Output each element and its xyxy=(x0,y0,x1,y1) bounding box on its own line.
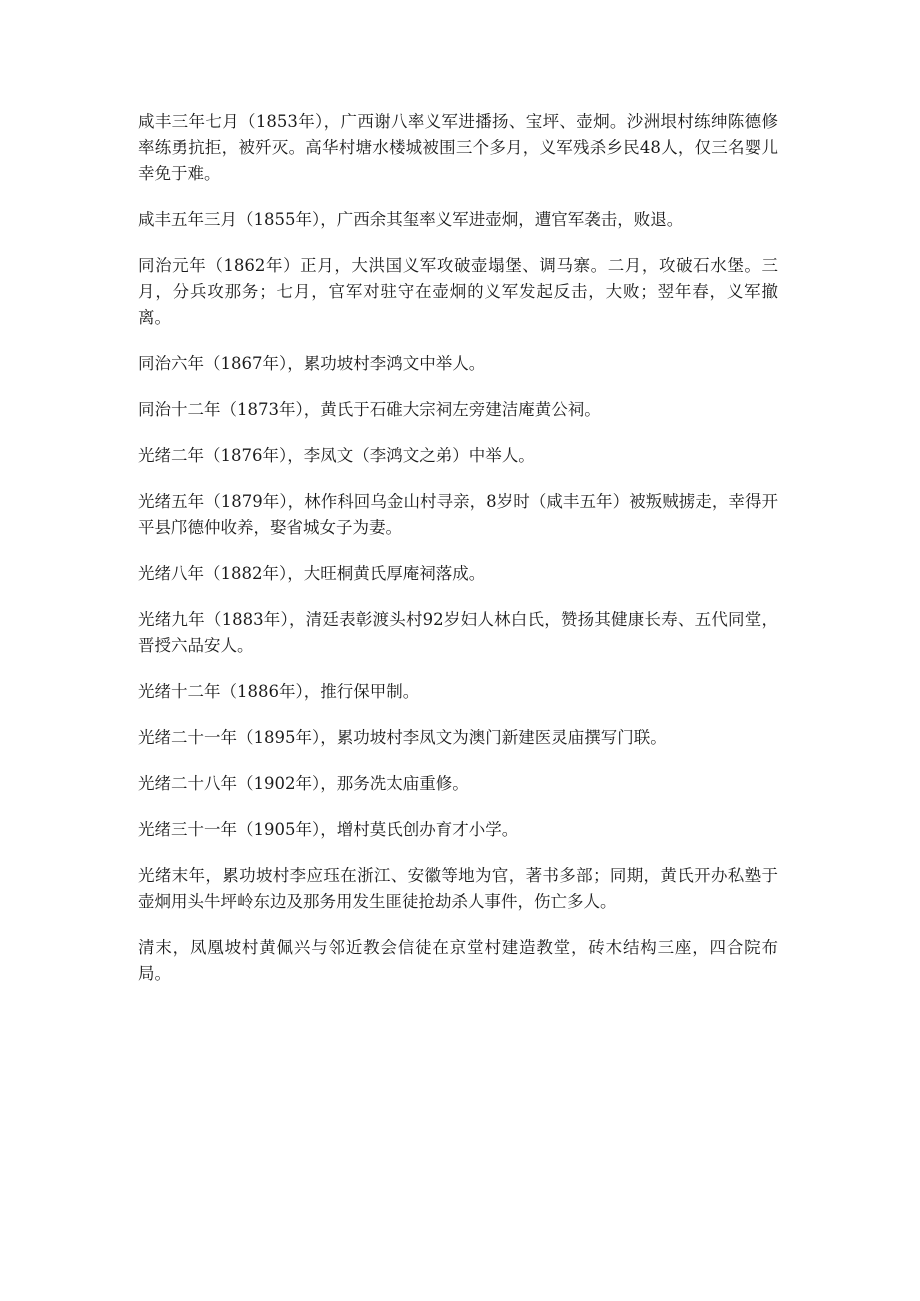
paragraph-1867: 同治六年（1867年），累功坡村李鸿文中举人。 xyxy=(138,354,486,373)
paragraph-1895: 光绪二十一年（1895年），累功坡村李凤文为澳门新建医灵庙撰写门联。 xyxy=(138,728,667,747)
paragraph-1902: 光绪二十八年（1902年），那务冼太庙重修。 xyxy=(138,774,469,793)
paragraph-1855: 咸丰五年三月（1855年），广西余其玺率义军进壶炯，遭官军袭击，败退。 xyxy=(138,210,684,229)
paragraph-late-guangxu: 光绪末年，累功坡村李应珏在浙江、安徽等地为官，著书多部；同期，黄氏开办私塾于壶炯用头牛坪岭东边及那务用发生匪徒抢劫杀人事件，伤亡多人。 xyxy=(138,866,778,911)
paragraph-1879: 光绪五年（1879年），林作科回乌金山村寻亲，8岁时（咸丰五年）被叛贼掳走，幸得开平县邝德仲收养，娶省城女子为妻。 xyxy=(138,492,778,537)
paragraph-1876: 光绪二年（1876年），李凤文（李鸿文之弟）中举人。 xyxy=(138,446,535,465)
document-body xyxy=(138,109,778,1007)
paragraph-1886: 光绪十二年（1886年），推行保甲制。 xyxy=(138,682,420,701)
paragraph-1853: 咸丰三年七月（1853年），广西谢八率义军进播扬、宝坪、壶炯。沙洲垠村练绅陈德修率练勇抗拒，被歼灭。高华村塘水楼城被围三个多月，义军残杀乡民48人，仅三名婴儿幸免于难。 xyxy=(138,112,778,183)
paragraph-1873: 同治十二年（1873年），黄氏于石碓大宗祠左旁建洁庵黄公祠。 xyxy=(138,400,601,419)
paragraph-1905: 光绪三十一年（1905年），增村莫氏创办育才小学。 xyxy=(138,820,519,839)
paragraph-late-qing: 清末，凤凰坡村黄佩兴与邻近教会信徒在京堂村建造教堂，砖木结构三座，四合院布局。 xyxy=(138,938,778,983)
paragraph-1882: 光绪八年（1882年），大旺桐黄氏厚庵祠落成。 xyxy=(138,564,486,583)
paragraph-1862: 同治元年（1862年）正月，大洪国义军攻破壶塌堡、调马寨。二月，攻破石水堡。三月，分兵攻那务；七月，官军对驻守在壶炯的义军发起反击，大败；翌年春，义军撤离。 xyxy=(138,256,778,327)
paragraph-1883: 光绪九年（1883年），清廷表彰渡头村92岁妇人林白氏，赞扬其健康长寿、五代同堂，晋授六品安人。 xyxy=(138,610,778,655)
